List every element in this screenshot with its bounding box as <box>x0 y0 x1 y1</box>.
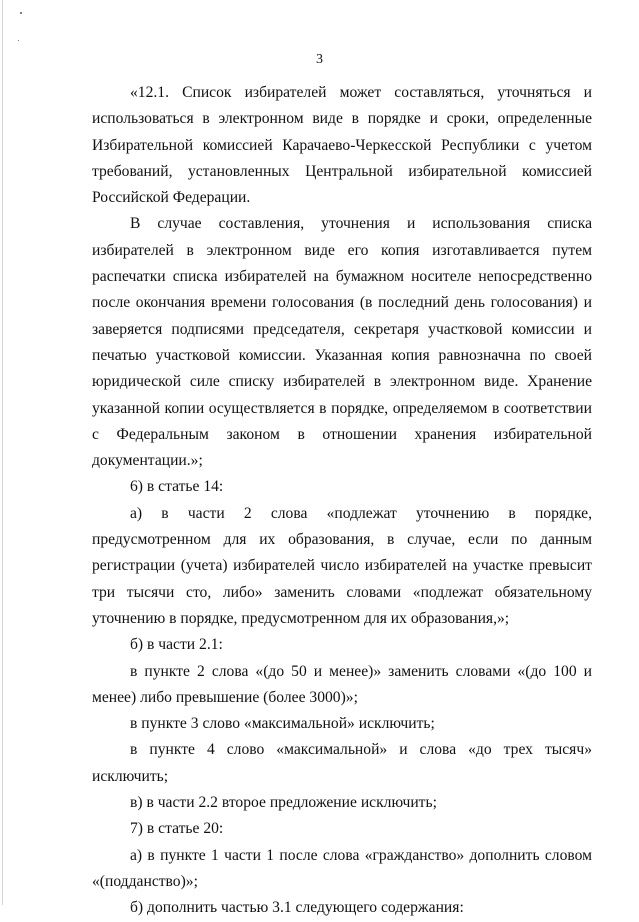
paragraph-article-14-part-2: а) в части 2 слова «подлежат уточнению в порядке, предусмотренном для их образования, в случае, если по данным регистрации (учета) избирателей число избирателей на участке превысит три тысячи сто, либо» заменить словами «подлежат обязательному уточнению в порядке, предусмотренном для их образования,»; <box>92 504 592 627</box>
paragraph-part-3-1: б) дополнить частью 3.1 следующего содержания: <box>130 899 464 917</box>
paragraph-point-3: в пункте 3 слово «максимальной» исключить; <box>130 715 435 733</box>
paragraph-part-2-1: б) в части 2.1: <box>130 636 223 654</box>
paragraph-article-20-point-1: а) в пункте 1 части 1 после слова «гражданство» дополнить словом «(подданство)»; <box>92 846 592 890</box>
document-body <box>92 80 592 922</box>
paragraph-12-1: «12.1. Список избирателей может составляться, уточняться и использоваться в электронном виде в порядке и сроки, определенные Избирательной комиссией Карачаево-Черкесской Республики с учетом требований, установленных Центральной избирательной комиссией Российской Федерации. <box>92 84 592 207</box>
paragraph-point-4: в пункте 4 слово «максимальной» и слова «до трех тысяч» исключить; <box>92 741 592 785</box>
page-number: 3 <box>316 52 323 67</box>
paragraph-point-2: в пункте 2 слова «(до 50 и менее)» заменить словами «(до 100 и менее) либо превышение (более 3000)»; <box>92 662 592 706</box>
scan-speck <box>20 12 22 14</box>
paragraph-article-20: 7) в статье 20: <box>130 820 224 838</box>
paragraph-part-2-2: в) в части 2.2 второе предложение исключить; <box>130 794 437 812</box>
paragraph-article-14: 6) в статье 14: <box>130 478 224 496</box>
scan-speck <box>18 40 19 41</box>
scan-left-edge <box>2 0 3 905</box>
paragraph-electronic-copy: В случае составления, уточнения и использования списка избирателей в электронном виде его копия изготавливается путем распечатки списка избирателей на бумажном носителе непосредственно после окончания времени голосования (в последний день голосования) и заверяется подписями председателя, секретаря участковой комиссии и печатью участковой комиссии. Указанная копия равнозначна по своей юридической силе списку избирателей в электронном виде. Хранение указанной копии осуществляется в порядке, определяемом в соответствии с Федеральным законом в отношении хранения избирательной документации.»; <box>92 215 592 470</box>
